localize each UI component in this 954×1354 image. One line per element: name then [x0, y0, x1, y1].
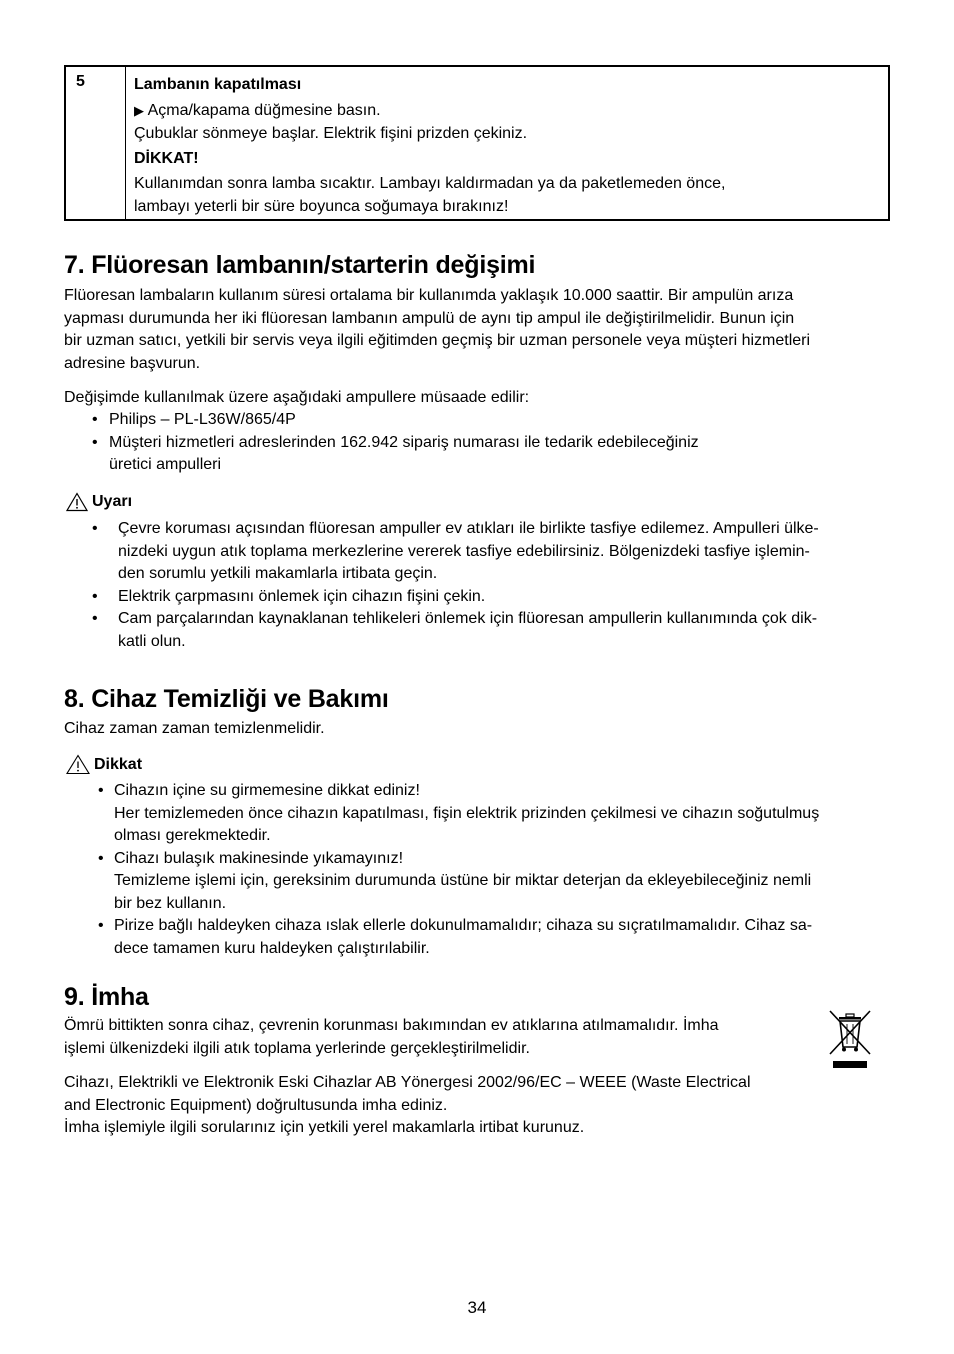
text-line: Temizleme işlemi için, gereksinim durumunda üstüne bir miktar deterjan da ekleyebileceğiniz nemli	[114, 872, 812, 889]
text-line: Philips – PL-L36W/865/4P	[109, 411, 296, 428]
text-line: Cihazı, Elektrikli ve Elektronik Eski Cihazlar AB Yönergesi 2002/96/EC – WEEE (Waste Electrical	[64, 1074, 751, 1091]
warning-triangle-icon	[66, 492, 88, 512]
step-action-row	[134, 99, 888, 122]
section-7-heading: 7. Flüoresan lambanın/starterin değişimi	[64, 251, 536, 279]
text-line: üretici ampulleri	[109, 456, 222, 473]
bullet-icon: •	[98, 782, 104, 799]
text-line: Müşteri hizmetleri adreslerinden 162.942 sipariş numarası ile tedarik edebileceğiniz	[109, 433, 699, 451]
text-line: Elektrik çarpmasını önlemek için cihazın fişini çekin.	[118, 587, 486, 605]
list-item	[92, 432, 892, 477]
caution-label: Dikkat	[94, 755, 143, 773]
text-line: Pirize bağlı haldeyken cihaza ıslak ellerle dokunulmamalıdır; cihaza su sıçratılmamalıdır. Cihaz sa-	[114, 917, 813, 934]
step-table	[64, 65, 890, 221]
list-item	[92, 409, 892, 432]
bullet-icon: •	[98, 917, 104, 934]
text-line: Çevre koruması açısından flüoresan ampuller ev atıkları ile birlikte tasfiye edilemez. Ampulleri ülke-	[118, 520, 819, 537]
step-caution-label: DİKKAT!	[134, 150, 199, 167]
list-item	[92, 518, 892, 586]
section-7-paragraph-2: Değişimde kullanılmak üzere aşağıdaki ampullere müsaade edilir:	[64, 389, 530, 406]
weee-crossed-bin-icon	[826, 1008, 874, 1070]
text-line: katli olun.	[118, 632, 186, 650]
list-item	[92, 608, 892, 653]
bullet-icon: •	[92, 520, 98, 537]
bullet-icon: •	[92, 411, 98, 428]
text-line: nizdeki uygun atık toplama merkezlerine vererek tasfiye edebilirsiniz. Bölgenizdeki tasfiye işlemin-	[118, 542, 810, 560]
text-line: Her temizlemeden önce cihazın kapatılması, fişin elektrik prizinden çekilmesi ve cihazın soğutulmuş	[114, 804, 820, 822]
warning-label: Uyarı	[92, 493, 133, 510]
step-title: Lambanın kapatılması	[134, 76, 302, 93]
text-line: den sorumlu yetkili makamlarla irtibata geçin.	[118, 565, 438, 582]
text-line: işlemi ülkenizdeki ilgili atık toplama yerlerinde gerçekleştirilmelidir.	[64, 1039, 530, 1057]
text-line: Cihazı bulaşık makinesinde yıkamayınız!	[114, 849, 404, 867]
lamp-list	[92, 409, 892, 477]
text-line: bir bez kullanın.	[114, 894, 227, 912]
list-item	[92, 586, 892, 609]
text-line: Cam parçalarından kaynaklanan tehlikeleri önlemek için flüoresan ampullerin kullanımında çok dik-	[118, 610, 818, 627]
bullet-icon: •	[98, 849, 104, 867]
page-number: 34	[467, 1298, 487, 1317]
text-line: adresine başvurun.	[64, 354, 201, 372]
step-action: Açma/kapama düğmesine basın.	[147, 102, 381, 119]
bullet-icon: •	[92, 587, 98, 605]
text-line: Ömrü bittikten sonra cihaz, çevrenin korunması bakımından ev atıklarına atılmamalıdır. İmha	[64, 1017, 719, 1034]
text-line: yapması durumunda her iki flüoresan lambanın ampulü de aynı tip ampul ile değiştirilmelidir. Bunun için	[64, 309, 795, 327]
text-line: olması gerekmektedir.	[114, 827, 271, 844]
step-caution-line2: lambayı yeterli bir süre boyunca soğumaya bırakınız!	[134, 198, 509, 215]
step-content	[126, 66, 890, 220]
caution-heading	[66, 754, 142, 775]
step-result: Çubuklar sönmeye başlar. Elektrik fişini prizden çekiniz.	[134, 125, 528, 142]
section-8-paragraph-1: Cihaz zaman zaman temizlenmelidir.	[64, 720, 325, 737]
text-line: İmha işlemiyle ilgili sorularınız için yetkili yerel makamlarla irtibat kurunuz.	[64, 1119, 585, 1136]
text-line: bir uzman satıcı, yetkili bir servis veya ilgili eğitimden geçmiş bir uzman personele veya müşteri hizmetleri	[64, 332, 811, 349]
list-item	[98, 780, 888, 848]
step-caution-line1: Kullanımdan sonra lamba sıcaktır. Lambayı kaldırmadan ya da paketlemeden önce,	[134, 175, 726, 192]
step-number: 5	[65, 66, 126, 220]
text-line: Flüoresan lambaların kullanım süresi ortalama bir kullanımda yaklaşık 10.000 saattir. Bir ampulün arıza	[64, 287, 794, 304]
section-7-paragraph-1	[64, 285, 894, 375]
section-9-paragraph-1	[64, 1015, 824, 1060]
warning-list	[92, 518, 892, 653]
text-line: dece tamamen kuru haldeyken çalıştırılabilir.	[114, 939, 430, 957]
section-9-heading: 9. İmha	[64, 983, 149, 1011]
text-line: and Electronic Equipment) doğrultusunda imha ediniz.	[64, 1096, 448, 1114]
warning-triangle-icon	[66, 754, 90, 775]
cleaning-list	[98, 780, 888, 960]
warning-heading	[66, 492, 132, 512]
list-item	[98, 915, 888, 960]
triangle-right-icon: ▶	[134, 103, 144, 118]
bullet-icon: •	[92, 433, 98, 451]
list-item	[98, 848, 888, 916]
text-line: Cihazın içine su girmemesine dikkat ediniz!	[114, 782, 420, 799]
bullet-icon: •	[92, 610, 98, 627]
section-8-heading: 8. Cihaz Temizliği ve Bakımı	[64, 685, 389, 713]
section-9-paragraph-2	[64, 1072, 824, 1140]
